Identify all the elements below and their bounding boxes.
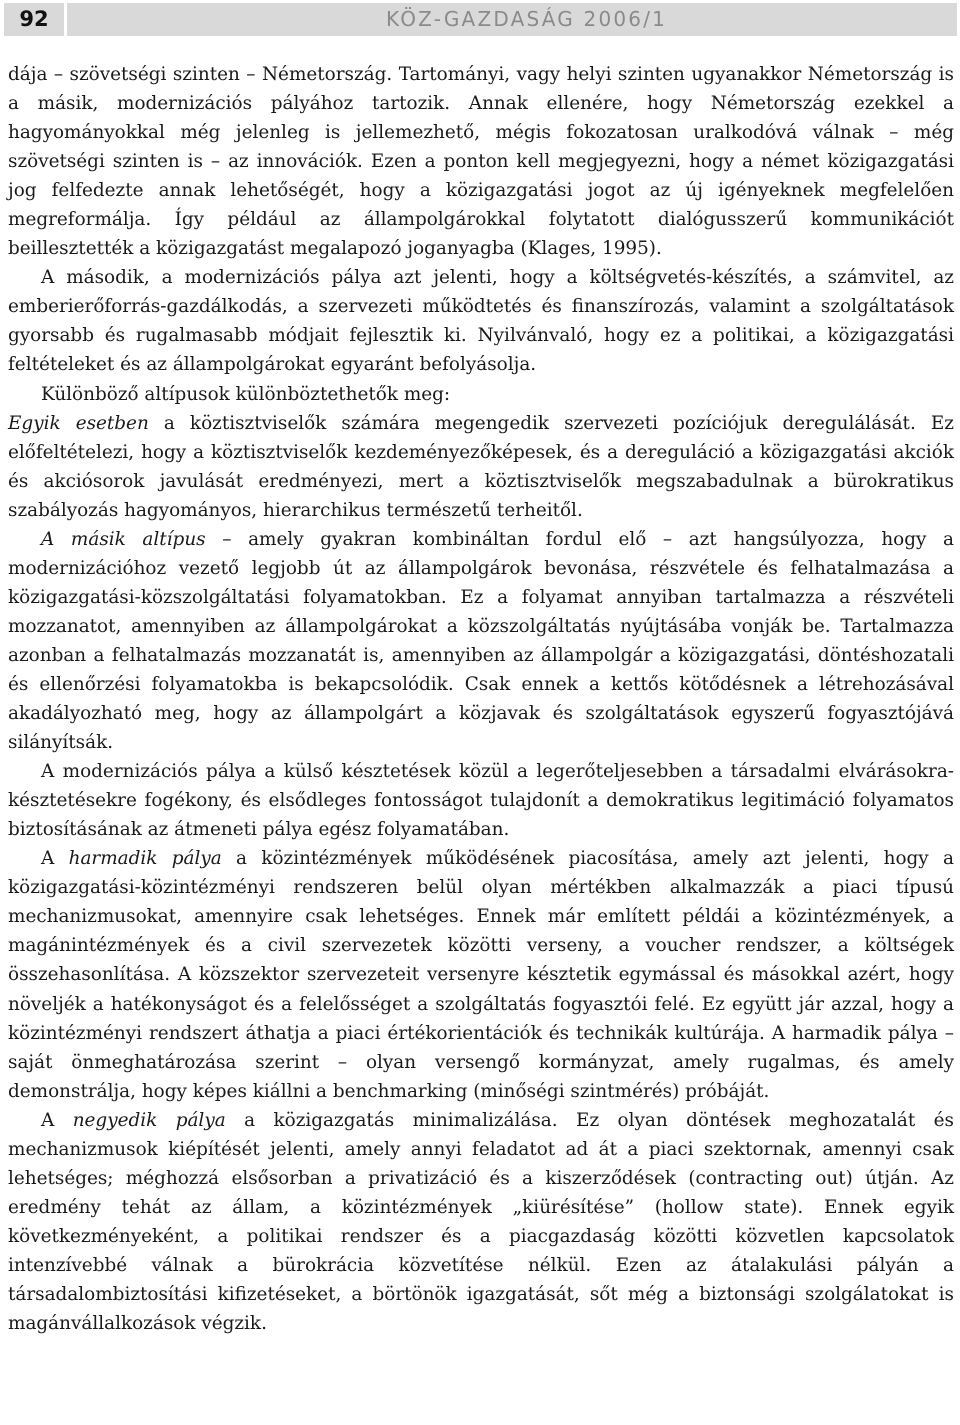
paragraph-5	[8, 525, 954, 757]
paragraph-4-text: a köztisztviselők számára megengedik szervezeti pozíciójuk deregulálását. Ez előfeltételezi, hogy a köztisztviselők kezdeményezőképesek, és a dereguláció a közigazgatási akciók és akciósorok javulását eredményezi, mert a köztisztviselők megszabadulnak a bürokratikus szabályozás hagyományos, hierarchikus természetű terheitől.	[8, 412, 954, 521]
paragraph-3: Különböző altípusok különböztethetők meg:	[41, 383, 451, 405]
paragraph-7-lead: A	[41, 848, 69, 870]
page-number: 92	[4, 3, 67, 36]
paragraph-7-text: a közintézmények működésének piacosítása, amely azt jelenti, hogy a közigazgatási-közintézményi rendszeren belül olyan mértékben alkalmazzák a piaci típusú mechanizmusokat, amennyire csak lehetséges. Ennek már említett példái a közintézmények, a magánintézmények és a civil szervezetek közötti verseny, a voucher rendszer, a költségek összehasonlítása. A közszektor szervezeteit versenyre késztetik egymással és másokkal azért, hogy növeljék a hatékonyságot és a felelősséget a szolgáltatás fogyasztói felé. Ez együtt jár azzal, hogy a közintézményi rendszert áthatja a piaci értékorientációk és technikák kultúrája. A harmadik pálya – saját önmeghatározása szerint – olyan versengő kormányzat, amely rugalmas, és amely demonstrálja, hogy képes kiállni a benchmarking (minőségi szintmérés) próbáját.	[8, 848, 954, 1102]
paragraph-8-lead: A	[41, 1109, 73, 1131]
paragraph-8-text: a közigazgatás minimalizálása. Ez olyan döntések meghozatalát és mechanizmusok kiépítését jelenti, amely annyi feladatot ad át a piaci szektornak, amennyi csak lehetséges; méghozzá elsősorban a privatizáció és a kiszerződések (contracting out) útján. Az eredmény tehát az állam, a közintézmények „kiürésítése” (hollow state). Ennek egyik következményeként, a politikai rendszer és a piacgazdaság közötti közvetlen kapcsolatok intenzívebbé válnak a bürokrácia közvetítése nélkül. Ezen az átalakulási pályán a társadalombiztosítási kifizetéseket, a börtönök igazgatását, sőt még a biztonsági szolgálatokat is magánvállalkozások végzik.	[8, 1109, 954, 1335]
page-header	[4, 3, 957, 36]
paragraph-8	[8, 1106, 954, 1338]
paragraph-1: dája – szövetségi szinten – Németország. Tartományi, vagy helyi szinten ugyanakkor Németország is a másik, modernizációs pályához tartozik. Annak ellenére, hogy Németország ezekkel a hagyományokkal még jelenleg is jellemezhető, mégis fokozatosan uralkodóvá válnak – még szövetségi szinten is – az innovációk. Ezen a ponton kell megjegyezni, hogy a német közigazgatási jog felfedezte annak lehetőségét, hogy a közigazgatási jogot az új igényeknek megfelelően megreformálja. Így például az állampolgárokkal folytatott dialógusszerű kommunikációt beillesztették a közigazgatást megalapozó joganyagba (Klages, 1995).	[8, 64, 954, 260]
paragraph-4	[8, 409, 954, 525]
emphasis-masik-altipus: A másik altípus	[41, 528, 206, 550]
paragraph-2: A második, a modernizációs pálya azt jelenti, hogy a költségvetés-készítés, a számvitel, az emberierőforrás-gazdálkodás, a szervezeti működtetés és finanszírozás, valamint a szolgáltatások gyorsabb és rugalmasabb módjait fejlesztik ki. Nyilvánvaló, hogy ez a politikai, a közigazgatási feltételeket és az állampolgárokat egyaránt befolyásolja.	[8, 267, 954, 376]
article-body	[8, 60, 954, 1338]
journal-title: KÖZ-GAZDASÁG 2006/1	[386, 7, 668, 31]
emphasis-harmadik-palya: harmadik pálya	[68, 848, 222, 870]
emphasis-negyedik-palya: negyedik pálya	[72, 1109, 226, 1131]
paragraph-6: A modernizációs pálya a külső késztetések közül a legerőteljesebben a társadalmi elvárásokra-késztetésekre fogékony, és elsődleges fontosságot tulajdonít a demokratikus legitimáció folyamatos biztosításának az átmeneti pálya egész folyamatában.	[8, 761, 954, 841]
emphasis-egyik-esetben: Egyik esetben	[8, 412, 149, 434]
paragraph-5-text: – amely gyakran kombináltan fordul elő – azt hangsúlyozza, hogy a modernizációhoz vezető legjobb út az állampolgárok bevonása, részvétele és felhatalmazása a közigazgatási-közszolgáltatási folyamatokban. Ez a folyamat annyiban tartalmazza a részvételi mozzanatot, amennyiben az állampolgárokat a közszolgáltatás nyújtásába vonják be. Tartalmazza azonban a felhatalmazás mozzanatát is, amennyiben az állampolgár a közigazgatási, döntéshozatali és ellenőrzési folyamatokba is bekapcsolódik. Csak ennek a kettős kötődésnek a létrehozásával akadályozható meg, hogy az állampolgárt a közjavak és szolgáltatások egyszerű fogyasztójává silányítsák.	[8, 528, 955, 754]
paragraph-7	[8, 844, 954, 1105]
